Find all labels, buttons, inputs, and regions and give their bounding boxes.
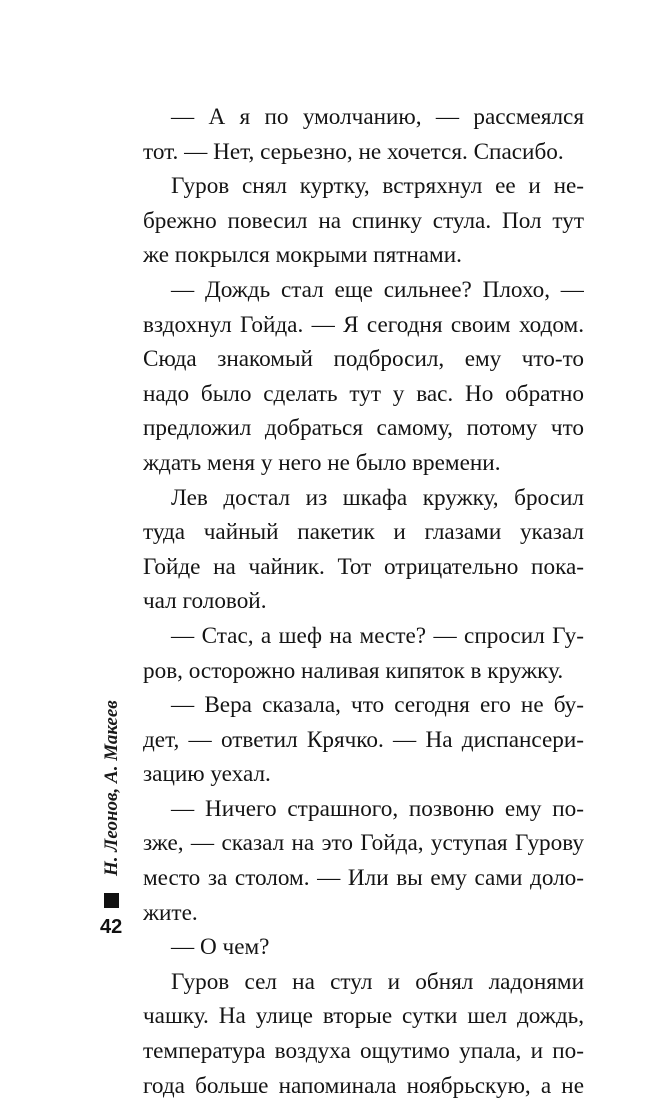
text-line: чашку. На улице вторые сутки шел дождь,: [143, 1003, 584, 1030]
text-line: — Вера сказала, что сегодня его не бу-: [171, 692, 584, 719]
text-line: зацию уехал.: [143, 761, 271, 788]
text-line: ров, осторожно наливая кипяток в кружку.: [143, 657, 564, 684]
text-line: предложил добраться самому, потому что: [143, 415, 584, 442]
text-line: Гойде на чайник. Тот отрицательно пока-: [143, 553, 584, 580]
text-line: Гуров снял куртку, встряхнул ее и не-: [171, 173, 584, 200]
text-line: туда чайный пакетик и глазами указал: [143, 519, 584, 546]
text-line: место за столом. — Или вы ему сами доло-: [143, 865, 584, 892]
page-number: 42: [100, 916, 123, 938]
text-line: зже, — сказал на это Гойда, уступая Гурову: [143, 830, 584, 857]
text-line: — Стас, а шеф на месте? — спросил Гу-: [171, 622, 584, 649]
margin-square-marker: [104, 893, 119, 908]
text-line: Лев достал из шкафа кружку, бросил: [171, 484, 584, 511]
text-line: — О чем?: [171, 934, 270, 961]
text-line: — Ничего страшного, позвоню ему по-: [171, 795, 584, 822]
body-text: [143, 100, 584, 1103]
text-line: вздохнул Гойда. — Я сегодня своим ходом.: [143, 311, 584, 338]
text-line: тот. — Нет, серьезно, не хочется. Спасибо.: [143, 138, 564, 165]
text-line: надо было сделать тут у вас. Но обратно: [143, 380, 584, 407]
text-line: дет, — ответил Крячко. — На диспансери-: [143, 726, 584, 753]
text-line: Сюда знакомый подбросил, ему что-то: [143, 346, 584, 373]
text-line: жите.: [143, 899, 198, 926]
text-line: температура воздуха ощутимо упала, и по-: [143, 1038, 584, 1065]
text-line: года больше напоминала ноябрьскую, а не: [143, 1072, 584, 1099]
text-line: — А я по умолчанию, — рассмеялся: [171, 104, 584, 130]
text-line: же покрылся мокрыми пятнами.: [143, 242, 462, 269]
page-margin: [100, 688, 124, 918]
running-head: Н. Леонов, А. Макеев: [101, 700, 122, 876]
text-line: брежно повесил на спинку стула. Пол тут: [143, 207, 584, 234]
text-line: чал головой.: [143, 588, 267, 615]
text-line: — Дождь стал еще сильнее? Плохо, —: [171, 276, 584, 303]
text-line: Гуров сел на стул и обнял ладонями: [171, 968, 584, 995]
text-line: ждать меня у него не было времени.: [143, 449, 501, 476]
